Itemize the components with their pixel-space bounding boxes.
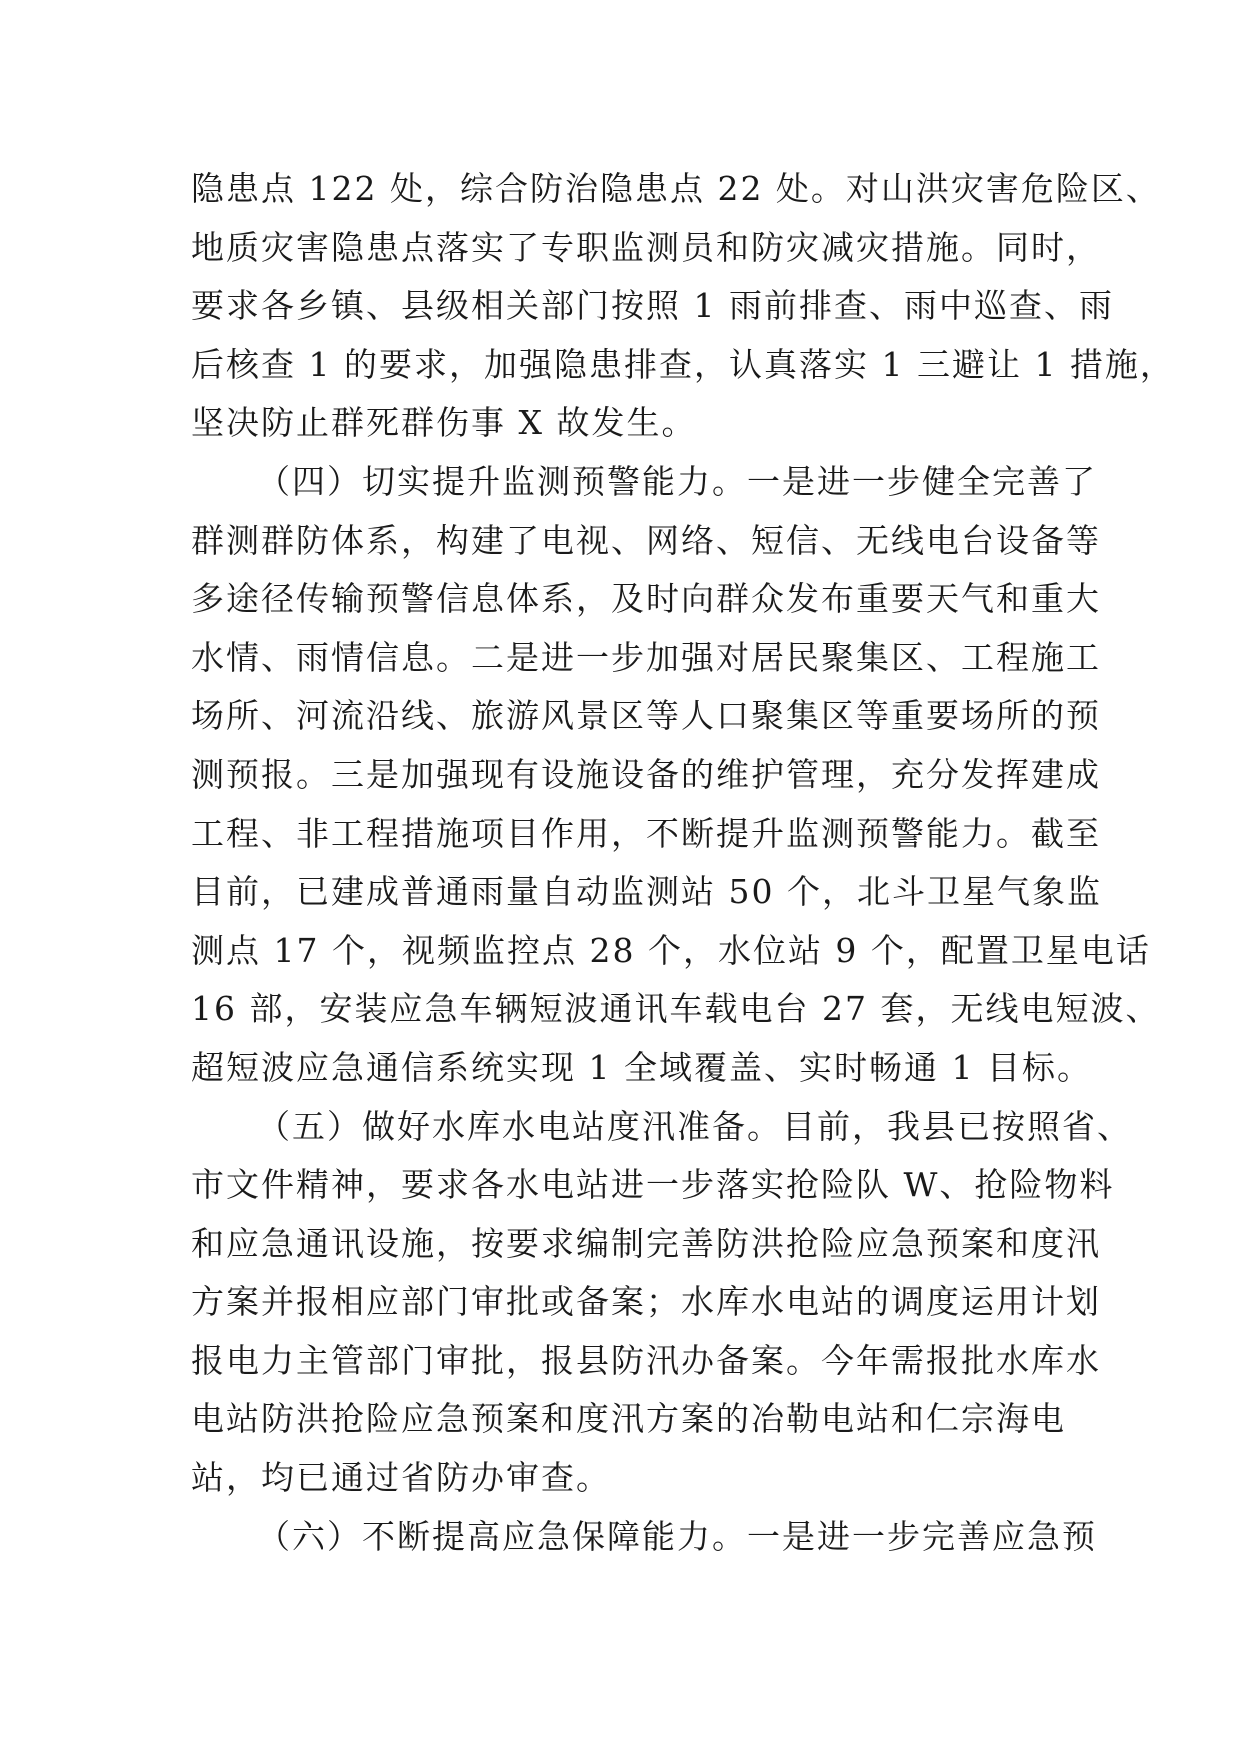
text-line: 电站防洪抢险应急预案和度汛方案的冶勒电站和仁宗海电 — [191, 1399, 1066, 1439]
text-line: 市文件精神，要求各水电站进一步落实抢险队 W、抢险物料 — [191, 1165, 1115, 1205]
text-line: 报电力主管部门审批，报县防汛办备案。今年需报批水库水 — [191, 1340, 1101, 1380]
text-line: （四）切实提升监测预警能力。一是进一步健全完善了 — [257, 461, 1097, 501]
text-line: 水情、雨情信息。二是进一步加强对居民聚集区、工程施工 — [191, 637, 1101, 677]
paragraph-section-5 — [191, 1098, 1132, 1508]
text-line: 超短波应急通信系统实现 1 全域覆盖、实时畅通 1 目标。 — [191, 1047, 1092, 1087]
text-line: 场所、河流沿线、旅游风景区等人口聚集区等重要场所的预 — [191, 696, 1101, 736]
text-line: 要求各乡镇、县级相关部门按照 1 雨前排查、雨中巡查、雨 — [191, 286, 1114, 326]
text-line: 16 部，安装应急车辆短波通讯车载电台 27 套，无线电短波、 — [191, 989, 1161, 1029]
text-line: 目前，已建成普通雨量自动监测站 50 个，北斗卫星气象监 — [191, 872, 1102, 912]
text-line: （五）做好水库水电站度汛准备。目前，我县已按照省、 — [257, 1106, 1132, 1146]
paragraph-section-4 — [191, 453, 1161, 1098]
text-line: 多途径传输预警信息体系，及时向群众发布重要天气和重大 — [191, 579, 1101, 619]
text-line: 隐患点 122 处，综合防治隐患点 22 处。对山洪灾害危险区、 — [191, 169, 1161, 208]
text-line: 工程、非工程措施项目作用，不断提升监测预警能力。截至 — [191, 813, 1101, 853]
paragraph-continuation — [191, 160, 1175, 453]
text-line: 和应急通讯设施，按要求编制完善防洪抢险应急预案和度汛 — [191, 1223, 1101, 1263]
text-line: 群测群防体系，构建了电视、网络、短信、无线电台设备等 — [191, 520, 1101, 560]
text-line: 测点 17 个，视频监控点 28 个，水位站 9 个，配置卫星电话 — [191, 930, 1151, 970]
document-body — [191, 160, 1175, 1566]
text-line: 测预报。三是加强现有设施设备的维护管理，充分发挥建成 — [191, 754, 1101, 794]
text-line: 坚决防止群死群伤事 X 故发生。 — [191, 403, 697, 443]
text-line: （六）不断提高应急保障能力。一是进一步完善应急预 — [257, 1516, 1097, 1556]
paragraph-section-6 — [191, 1508, 1097, 1567]
text-line: 站，均已通过省防办审查。 — [191, 1458, 611, 1498]
text-line: 方案并报相应部门审批或备案；水库水电站的调度运用计划 — [191, 1282, 1101, 1322]
text-line: 后核查 1 的要求，加强隐患排查，认真落实 1 三避让 1 措施， — [191, 344, 1175, 384]
text-line: 地质灾害隐患点落实了专职监测员和防灾减灾措施。同时， — [191, 227, 1101, 267]
